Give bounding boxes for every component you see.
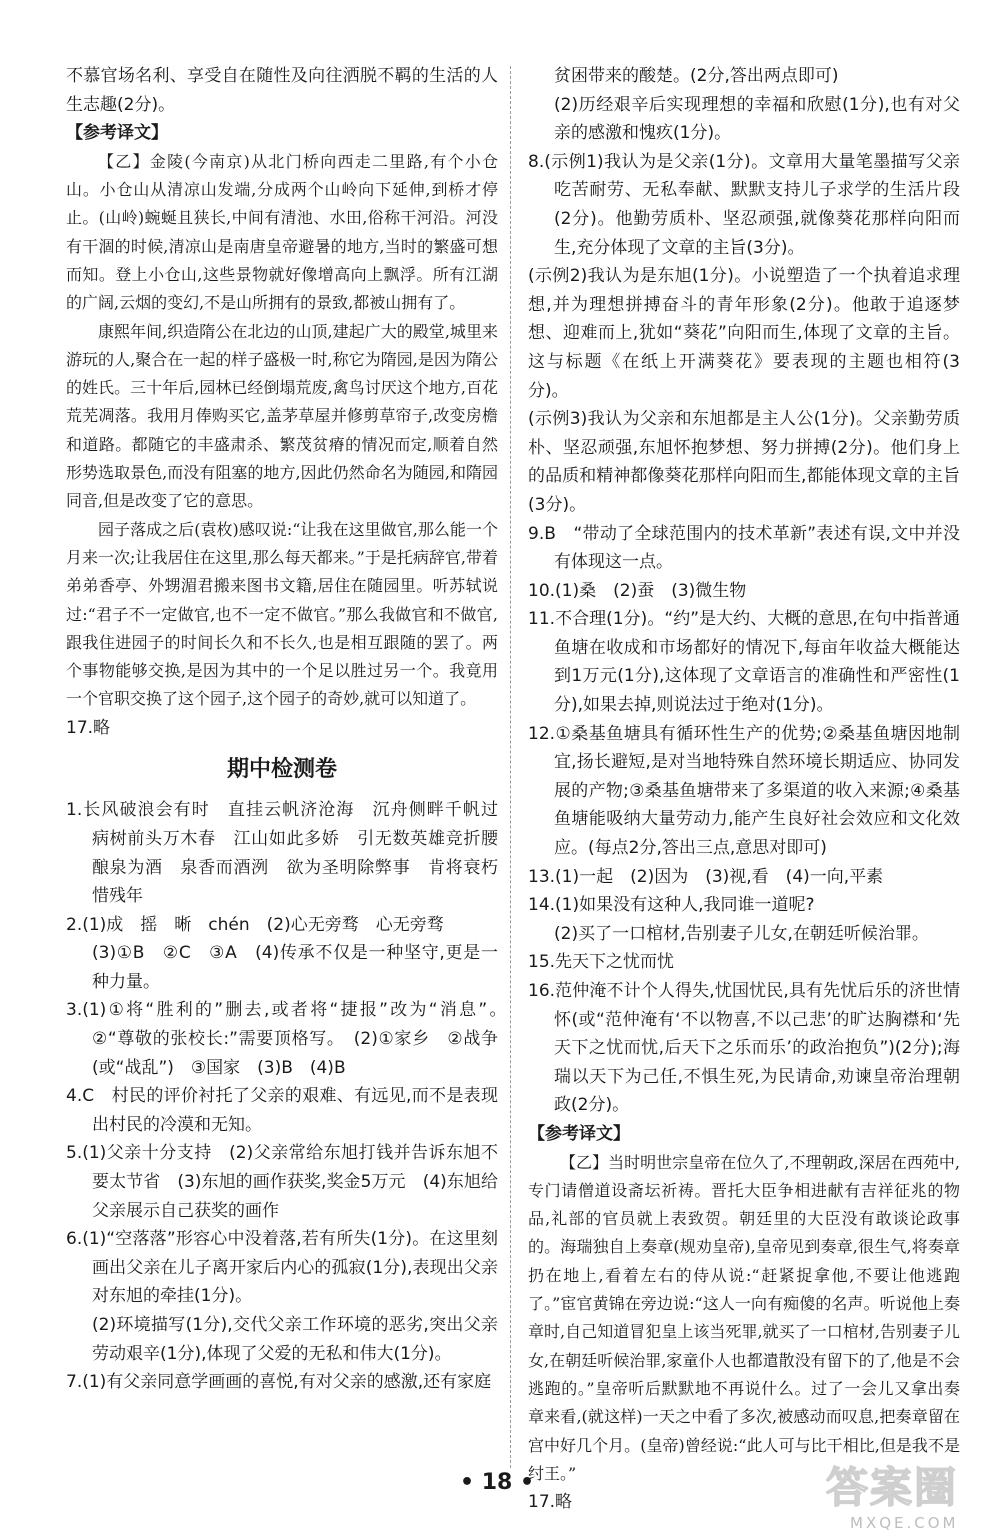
page-number: • 18 • — [459, 1470, 535, 1495]
section-label: 【参考译文】 — [528, 1123, 630, 1144]
answer-item: 14.(1)如果没有这种人,我同谁一道呢? — [528, 895, 815, 916]
column-divider — [510, 66, 511, 1468]
translation-paragraph: 【乙】金陵(今南京)从北门桥向西走二里路,有个小仓山。小仓山从清凉山发端,分成两个山岭向下延伸,到桥才停止。(山岭)蜿蜒且狭长,中间有清池、水田,俗称干河沿。河没有干涸的时候,清凉山是南唐皇帝避暑的地方,当时的繁盛可想而知。登上小仓山,这些景物就好像增高向上飘浮。所有江湖的广阔,云烟的变幻,不是山所拥有的景致,都被山拥有了。 — [66, 151, 498, 313]
answer-item: 11.不合理(1分)。“约”是大约、大概的意思,在句中指普通鱼塘在收成和市场都好的情况下,每亩年收益大概能达到1万元(1分),这体现了文章语言的准确性和严密性(1分),如果去掉,则说法过于绝对(1分)。 — [528, 609, 960, 716]
answer-item: 17.略 — [66, 717, 111, 738]
answer-continuation: 贫困带来的酸楚。(2分,答出两点即可) — [554, 66, 839, 86]
answer-item: 7.(1)有父亲同意学画画的喜悦,有对父亲的感激,还有家庭 — [66, 1372, 492, 1393]
answer-subitem: (2)历经艰辛后实现理想的幸福和欣慰(1分),也有对父亲的感激和愧疚(1分)。 — [554, 94, 960, 144]
watermark-url: MXQE.COM — [850, 1514, 959, 1532]
answer-item: 17.略 — [528, 1492, 573, 1513]
answer-item: 16.范仲淹不计个人得失,忧国忧民,具有先忧后乐的济世情怀(或“范仲淹有‘不以物喜,不以己悲’的旷达胸襟和‘先天下之忧而忧,后天下之乐而乐’的政治抱负”)(2分);海瑞以天下为己任,不惧生死,为民请命,劝谏皇帝治理朝政(2分)。 — [528, 981, 960, 1116]
answer-subitem: (2)环境描写(1分),交代父亲工作环境的恶劣,突出父亲劳动艰辛(1分),体现了父爱的无私和伟大(1分)。 — [92, 1315, 498, 1364]
translation-paragraph: 康熙年间,织造隋公在北边的山顶,建起广大的殿堂,城里来游玩的人,聚合在一起的样子盛极一时,称它为隋园,是因为隋公的姓氏。三十年后,园林已经倒塌荒废,禽鸟讨厌这个地方,百花荒芜凋落。我用月俸购买它,盖茅草屋并修剪草帘子,改变房檐和道路。都随它的丰盛肃杀、繁茂贫瘠的情况而定,顺着自然形势选取景色,而没有阻塞的地方,因此仍然命名为随园,和隋园同音,但是改变了它的意思。 — [66, 321, 498, 511]
watermark-logo — [820, 1458, 990, 1536]
answer-item: 4.C 村民的评价衬托了父亲的艰难、有远见,而不是表现出村民的冷漠和无知。 — [66, 1086, 498, 1135]
answer-item: 15.先天下之忧而忧 — [528, 952, 675, 973]
answer-item: 3.(1)①将“胜利的”删去,或者将“捷报”改为“消息”。 ②“尊敬的张校长:”需要顶格写。 (2)①家乡 ②战争(或“战乱”) ③国家 (3)B (4)B — [66, 1000, 515, 1078]
left-column — [66, 62, 515, 1397]
right-column — [528, 62, 960, 1517]
answer-item: 6.(1)“空落落”形容心中没着落,若有所失(1分)。在这里刻画出父亲在儿子离开家后内心的孤寂(1分),表现出父亲对东旭的牵挂(1分)。 — [66, 1229, 498, 1307]
answer-item: 1.长风破浪会有时 直挂云帆济沧海 沉舟侧畔千帆过 病树前头万木春 江山如此多娇 引无数英雄竞折腰 酿泉为酒 泉香而酒洌 欲为圣明除弊事 肯将衰朽惜残年 — [66, 800, 515, 907]
answer-item: 2.(1)成 摇 晰 chén (2)心无旁骛 心无旁骛 — [66, 914, 444, 935]
answer-item: 13.(1)一起 (2)因为 (3)视,看 (4)一向,平素 — [528, 866, 884, 887]
answer-item: 8.(示例1)我认为是父亲(1分)。文章用大量笔墨描写父亲吃苦耐劳、无私奉献、默默支持儿子求学的生活片段(2分)。他勤劳质朴、坚忍顽强,就像葵花那样向阳而生,充分体现了文章的主旨(3分)。 — [528, 151, 960, 258]
answer-item: 12.①桑基鱼塘具有循环性生产的优势;②桑基鱼塘因地制宜,扬长避短,是对当地特殊自然环境长期适应、协同发展的产物;③桑基鱼塘带来了多渠道的收入来源;④桑基鱼塘能吸纳大量劳动力,能产生良好社会效应和文化效应。(每点2分,答出三点,意思对即可) — [528, 723, 960, 859]
answer-subitem: (2)买了一口棺材,告别妻子儿女,在朝廷听候治罪。 — [554, 923, 929, 944]
section-title: 期中检测卷 — [226, 757, 337, 783]
answer-example: (示例2)我认为是东旭(1分)。小说塑造了一个执着追求理想,并为理想拼搏奋斗的青年形象(2分)。他敢于追逐梦想、迎难而上,犹如“葵花”向阳而生,体现了文章的主旨。这与标题《在纸上开满葵花》要表现的主题也相符(3分)。 — [528, 266, 960, 401]
answer-subitem: (3)①B ②C ③A (4)传承不仅是一种坚守,更是一种力量。 — [92, 943, 498, 992]
answer-example: (示例3)我认为父亲和东旭都是主人公(1分)。父亲勤劳质朴、坚忍顽强,东旭怀抱梦想、努力拼搏(2分)。他们身上的品质和精神都像葵花那样向阳而生,都能体现文章的主旨(3分)。 — [528, 409, 960, 515]
watermark-text: 答案圈 — [826, 1463, 959, 1512]
answer-item: 5.(1)父亲十分支持 (2)父亲常给东旭打钱并告诉东旭不要太节省 (3)东旭的画作获奖,奖金5万元 (4)东旭给父亲展示自己获奖的画作 — [66, 1143, 498, 1221]
translation-paragraph: 园子落成之后(袁枚)感叹说:“让我在这里做官,那么能一个月来一次;让我居住在这里,那么每天都来。”于是托病辞官,带着弟弟香亭、外甥湄君搬来图书文籍,居住在随园里。听苏轼说过:“君子不一定做官,也不一定不做官。”那么我做官和不做官,跟我住进园子的时间长久和不长久,也是相互跟随的罢了。两个事物能够交换,是因为其中的一个足以胜过另一个。我竟用一个官职交换了这个园子,这个园子的奇妙,就可以知道了。 — [66, 519, 498, 709]
text-line: 不慕官场名利、享受自在随性及向往洒脱不羁的生活的人生志趣(2分)。 — [66, 66, 498, 115]
answer-item: 9.B “带动了全球范围内的技术革新”表述有误,文中并没有体现这一点。 — [528, 523, 960, 573]
answer-item: 10.(1)桑 (2)蚕 (3)微生物 — [528, 580, 747, 601]
section-label: 【参考译文】 — [66, 123, 168, 144]
translation-paragraph: 【乙】当时明世宗皇帝在位久了,不理朝政,深居在西苑中,专门请僧道设斋坛祈祷。晋托大臣争相进献有吉祥征兆的物品,礼部的官员就上表致贺。朝廷里的大臣没有敢谈论政事的。海瑞独自上奏章(规劝皇帝),皇帝见到奏章,很生气,将奏章扔在地上,看着左右的侍从说:“赶紧捉拿他,不要让他逃跑了。”宦官黄锦在旁边说:“这人一向有痴傻的名声。听说他上奏章时,自己知道冒犯皇上该当死罪,就买了一口棺材,告别妻子儿女,在朝廷听候治罪,家童仆人也都遣散没有留下的了,他是不会逃跑的。”皇帝听后默默地不再说什么。过了一会儿又拿出奏章来看,(就这样)一天之中看了多次,被感动而叹息,把奏章留在宫中好几个月。(皇帝)曾经说:“此人可与比干相比,但是我不是纣王。” — [528, 1152, 960, 1483]
